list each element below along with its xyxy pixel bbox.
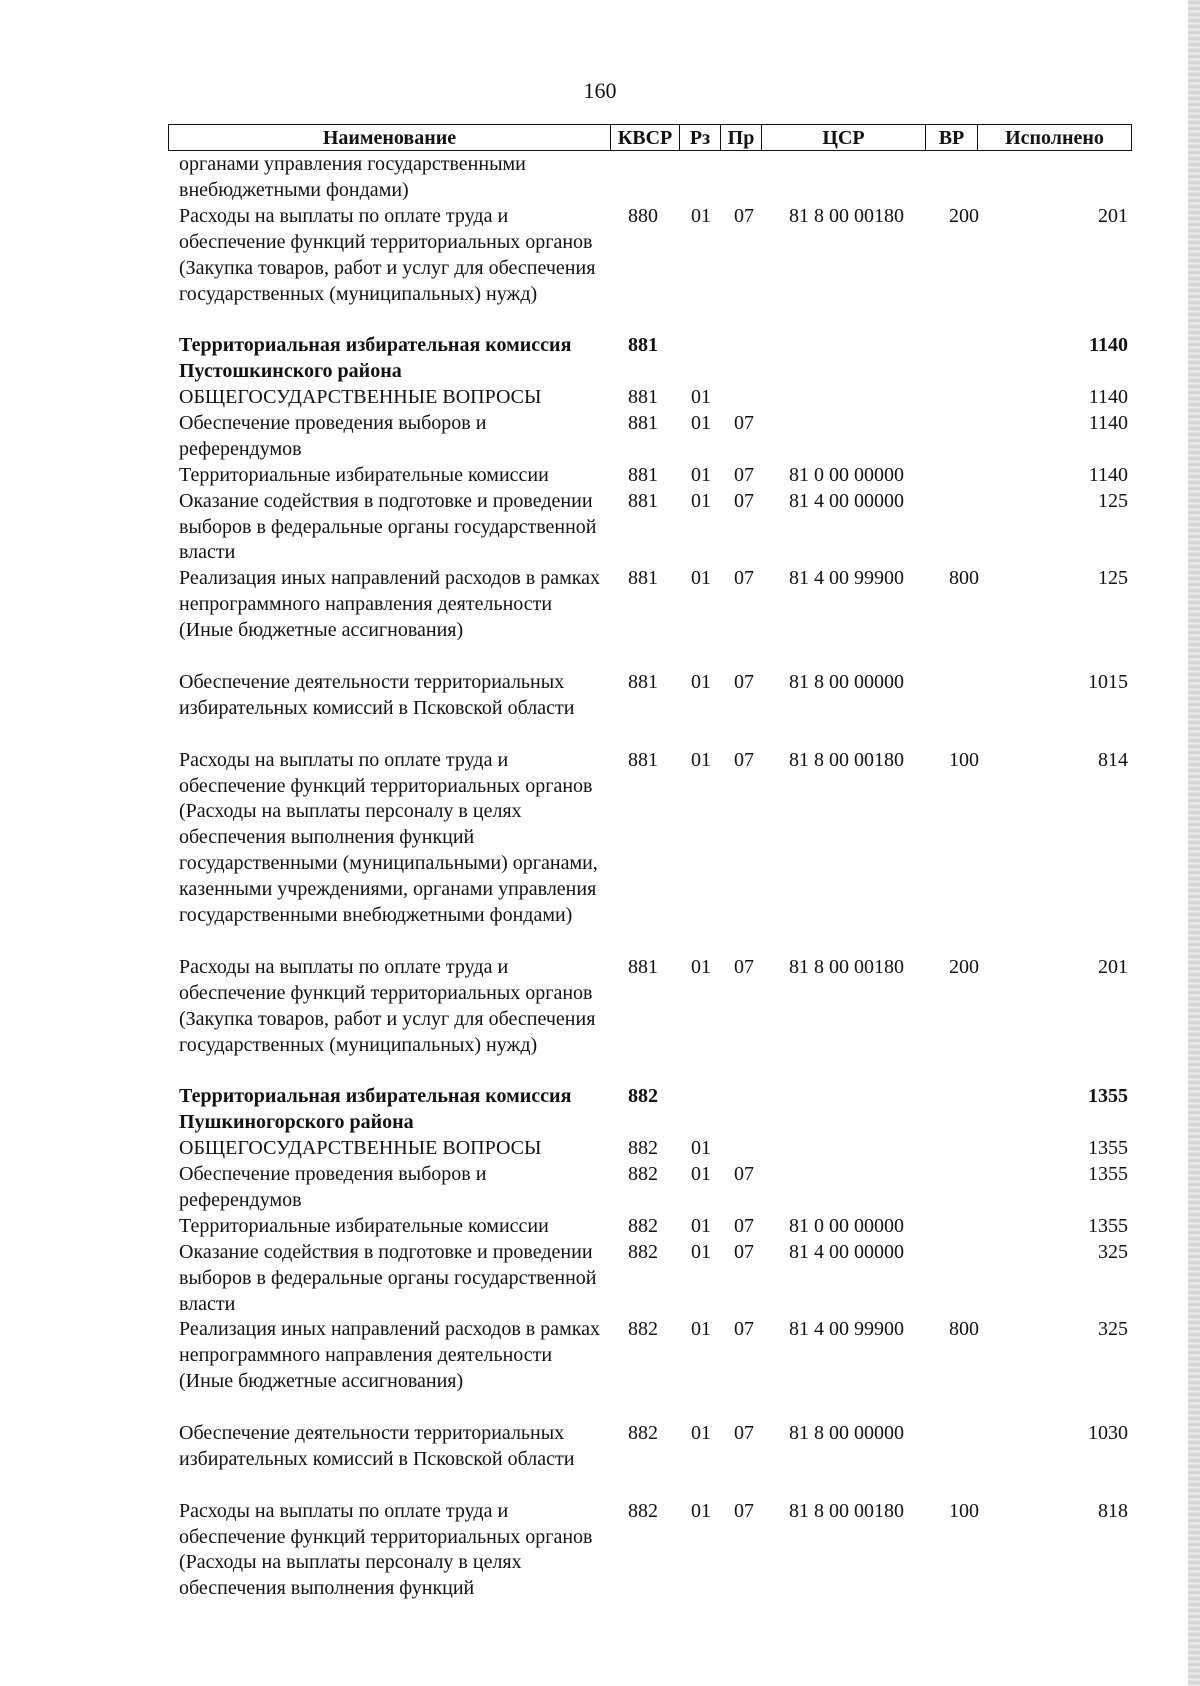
header-kvsr: КВСР	[611, 125, 680, 150]
row-kvsr: 882	[628, 1137, 658, 1160]
row-name: Территориальные избирательные комиссии	[179, 1214, 549, 1237]
row-csr: 81 8 00 00180	[789, 955, 904, 978]
header-csr: ЦСР	[762, 125, 926, 150]
row-amount: 325	[1098, 1240, 1128, 1263]
header-name: Наименование	[169, 125, 611, 150]
table-row	[0, 1317, 1200, 1421]
row-csr: 81 8 00 00000	[789, 670, 904, 693]
row-amount: 1015	[1088, 670, 1128, 693]
row-rz: 01	[691, 1421, 711, 1444]
row-kvsr: 881	[628, 748, 658, 771]
row-kvsr: 882	[628, 1421, 658, 1444]
row-rz: 01	[691, 386, 711, 409]
row-rz: 01	[691, 1137, 711, 1160]
page-number: 160	[583, 78, 617, 103]
row-kvsr: 881	[628, 670, 658, 693]
row-name: Обеспечение деятельности территориальных избирательных комиссий в Псковской области	[179, 1421, 575, 1470]
row-kvsr: 880	[628, 204, 658, 227]
table-row	[0, 1162, 1200, 1214]
row-csr: 81 0 00 00000	[789, 1214, 904, 1237]
row-kvsr: 882	[628, 1214, 658, 1237]
table-row	[0, 1214, 1200, 1240]
row-amount: 125	[1098, 567, 1128, 590]
header-amount: Исполнено	[1005, 127, 1104, 149]
table-row	[0, 1136, 1200, 1162]
row-name: Расходы на выплаты по оплате труда и обеспечение функций территориальных органов (Закупка товаров, работ и услуг для обеспечения государственных (муниципальных) нужд)	[179, 955, 596, 1056]
table-row	[0, 566, 1200, 670]
row-pr: 07	[734, 1214, 754, 1237]
row-name: Расходы на выплаты по оплате труда и обеспечение функций территориальных органов (Расходы на выплаты персоналу в целях обеспечения выполнения функций	[179, 1499, 593, 1600]
row-kvsr: 881	[628, 411, 658, 434]
row-pr: 07	[734, 1499, 754, 1522]
row-name: Оказание содействия в подготовке и проведении выборов в федеральные органы государственной власти	[179, 1240, 597, 1315]
row-kvsr: 882	[628, 1240, 658, 1263]
row-vr: 800	[949, 567, 979, 590]
row-pr: 07	[734, 1421, 754, 1444]
table-row	[0, 670, 1200, 748]
row-vr: 200	[949, 955, 979, 978]
row-pr: 07	[734, 489, 754, 512]
row-amount: 1140	[1088, 411, 1128, 434]
row-amount: 1140	[1088, 386, 1128, 409]
row-pr: 07	[734, 1163, 754, 1186]
row-name: Расходы на выплаты по оплате труда и обеспечение функций территориальных органов (Закупка товаров, работ и услуг для обеспечения государственных (муниципальных) нужд)	[179, 204, 596, 305]
row-pr: 07	[734, 670, 754, 693]
row-amount: 818	[1098, 1499, 1128, 1522]
row-pr: 07	[734, 955, 754, 978]
row-rz: 01	[691, 1214, 711, 1237]
table-row	[0, 333, 1200, 385]
table-row	[0, 489, 1200, 567]
row-name: Обеспечение проведения выборов и референдумов	[179, 411, 487, 460]
row-pr: 07	[734, 1240, 754, 1263]
row-pr: 07	[734, 567, 754, 590]
row-pr: 07	[734, 463, 754, 486]
row-csr: 81 8 00 00000	[789, 1421, 904, 1444]
table-row	[0, 463, 1200, 489]
table-row	[0, 411, 1200, 463]
row-kvsr: 882	[628, 1318, 658, 1341]
row-rz: 01	[691, 670, 711, 693]
row-amount: 1140	[1088, 463, 1128, 486]
row-name: органами управления государственными внебюджетными фондами)	[179, 153, 526, 201]
row-rz: 01	[691, 204, 711, 227]
row-name: Обеспечение проведения выборов и референдумов	[179, 1163, 487, 1211]
row-rz: 01	[691, 748, 711, 771]
row-pr: 07	[734, 1318, 754, 1341]
row-pr: 07	[734, 411, 754, 434]
table-row	[0, 1084, 1200, 1136]
header-vr: ВР	[926, 125, 978, 150]
row-name: Оказание содействия в подготовке и проведении выборов в федеральные органы государственной власти	[179, 489, 597, 564]
row-csr: 81 8 00 00180	[789, 204, 904, 227]
table-row	[0, 1240, 1200, 1318]
header-rz: Рз	[680, 125, 721, 150]
row-amount: 1355	[1088, 1137, 1128, 1160]
row-csr: 81 4 00 00000	[789, 1240, 904, 1263]
row-kvsr: 881	[628, 463, 658, 486]
row-amount: 201	[1098, 955, 1128, 978]
row-csr: 81 4 00 99900	[789, 1318, 904, 1341]
row-kvsr: 882	[628, 1163, 658, 1186]
row-amount: 814	[1098, 748, 1128, 771]
row-vr: 200	[949, 204, 979, 227]
row-vr: 100	[949, 748, 979, 771]
row-kvsr: 882	[628, 1085, 658, 1108]
row-name: Территориальная избирательная комиссия Пустошкинского района	[179, 334, 572, 383]
row-name: Реализация иных направлений расходов в рамках непрограммного направления деятельности (Иные бюджетные ассигнования)	[179, 1318, 601, 1393]
row-name: Обеспечение деятельности территориальных избирательных комиссий в Псковской области	[179, 670, 575, 719]
row-rz: 01	[691, 955, 711, 978]
row-kvsr: 881	[628, 489, 658, 512]
row-name: Реализация иных направлений расходов в рамках непрограммного направления деятельности (Иные бюджетные ассигнования)	[179, 567, 601, 642]
row-csr: 81 4 00 00000	[789, 489, 904, 512]
table-row	[0, 1421, 1200, 1499]
table-row	[0, 152, 1200, 204]
header-pr: Пр	[721, 125, 762, 150]
row-kvsr: 881	[628, 334, 658, 357]
row-csr: 81 4 00 99900	[789, 567, 904, 590]
row-vr: 800	[949, 1318, 979, 1341]
row-amount: 1355	[1088, 1085, 1128, 1108]
row-name: ОБЩЕГОСУДАРСТВЕННЫЕ ВОПРОСЫ	[179, 386, 542, 409]
row-csr: 81 0 00 00000	[789, 463, 904, 486]
row-amount: 1140	[1089, 334, 1128, 357]
table-row	[0, 748, 1200, 955]
row-amount: 325	[1098, 1318, 1128, 1341]
row-rz: 01	[691, 1318, 711, 1341]
row-pr: 07	[734, 748, 754, 771]
row-amount: 1030	[1088, 1421, 1128, 1444]
row-rz: 01	[691, 463, 711, 486]
row-name: Расходы на выплаты по оплате труда и обеспечение функций территориальных органов (Расходы на выплаты персоналу в целях обеспечения выполнения функций государственными (муниципальными) органами, казенными учреждениями, органами управления государственными внебюджетными фондами)	[179, 748, 598, 927]
row-kvsr: 881	[628, 955, 658, 978]
row-kvsr: 881	[628, 386, 658, 409]
row-kvsr: 882	[628, 1499, 658, 1522]
table-body	[0, 152, 1200, 1602]
row-rz: 01	[691, 567, 711, 590]
row-rz: 01	[691, 1240, 711, 1263]
row-pr: 07	[734, 204, 754, 227]
table-row	[0, 385, 1200, 411]
table-row	[0, 204, 1200, 334]
row-vr: 100	[949, 1499, 979, 1522]
row-name: Территориальные избирательные комиссии	[179, 463, 549, 486]
row-kvsr: 881	[628, 567, 658, 590]
row-amount: 1355	[1088, 1214, 1128, 1237]
table-header	[168, 124, 1132, 151]
table-row	[0, 955, 1200, 1085]
row-csr: 81 8 00 00180	[789, 748, 904, 771]
row-rz: 01	[691, 1163, 711, 1186]
row-name: Территориальная избирательная комиссия Пушкиногорского района	[179, 1085, 572, 1134]
table-row	[0, 1499, 1200, 1603]
row-amount: 1355	[1088, 1163, 1128, 1186]
row-rz: 01	[691, 1499, 711, 1522]
row-rz: 01	[691, 489, 711, 512]
row-csr: 81 8 00 00180	[789, 1499, 904, 1522]
row-rz: 01	[691, 411, 711, 434]
row-name: ОБЩЕГОСУДАРСТВЕННЫЕ ВОПРОСЫ	[179, 1137, 542, 1160]
row-amount: 125	[1098, 489, 1128, 512]
row-amount: 201	[1098, 204, 1128, 227]
